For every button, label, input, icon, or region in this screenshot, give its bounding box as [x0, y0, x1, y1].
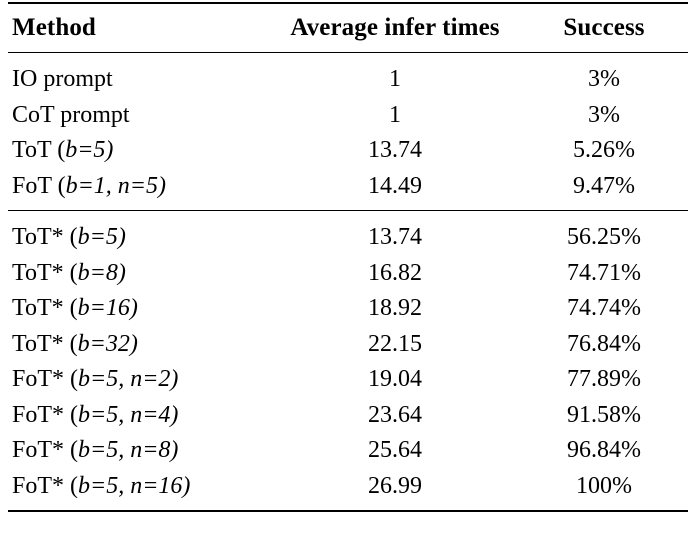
cell-method [8, 398, 270, 434]
method-name: FoT* ( [12, 401, 78, 428]
cell-success: 77.89% [567, 366, 641, 393]
table-row [8, 98, 688, 134]
cell-times: 22.15 [368, 330, 422, 357]
results-table [8, 2, 688, 515]
column-header-method: Method [12, 14, 96, 41]
cell-method [8, 469, 270, 512]
cell-success: 5.26% [573, 137, 635, 164]
table-row [8, 214, 688, 256]
table-header [8, 3, 688, 56]
cell-success: 96.84% [567, 437, 641, 464]
table-row [8, 398, 688, 434]
method-params: b=5, n=2) [78, 366, 179, 393]
table-row [8, 362, 688, 398]
cell-method [8, 214, 270, 256]
method-params: b=5, n=16) [78, 472, 191, 499]
method-name: IO prompt [12, 66, 113, 92]
cell-success: 9.47% [573, 172, 635, 199]
table-row [8, 291, 688, 327]
cell-method [8, 133, 270, 169]
table-body-ours [8, 214, 688, 515]
column-header-success: Success [563, 14, 645, 41]
cell-times: 1 [389, 66, 401, 92]
cell-method [8, 256, 270, 292]
cell-times: 1 [389, 101, 401, 128]
cell-method [8, 362, 270, 398]
table-row [8, 433, 688, 469]
table-row [8, 169, 688, 211]
table-row [8, 327, 688, 363]
method-name: FoT* ( [12, 437, 78, 464]
method-name: CoT prompt [12, 101, 130, 128]
cell-times: 13.74 [368, 224, 422, 251]
method-name: FoT* ( [12, 472, 78, 499]
cell-times: 14.49 [368, 172, 422, 199]
method-params: b=8) [77, 259, 126, 286]
cell-times: 13.74 [368, 137, 422, 164]
cell-times: 16.82 [368, 259, 422, 286]
table-row [8, 469, 688, 512]
cell-success: 74.71% [567, 259, 641, 286]
cell-success: 91.58% [567, 401, 641, 428]
header-row [8, 8, 688, 53]
table-bottom-rule [8, 511, 688, 515]
method-name: ToT* ( [12, 259, 78, 286]
table-row [8, 56, 688, 98]
method-params: b=32) [77, 330, 138, 357]
method-name: ToT* ( [12, 224, 78, 251]
method-params: b=16) [77, 295, 138, 322]
cell-success: 100% [576, 472, 632, 499]
cell-times: 26.99 [368, 472, 422, 499]
cell-method [8, 169, 270, 211]
cell-success: 56.25% [567, 224, 641, 251]
cell-times: 18.92 [368, 295, 422, 322]
cell-success: 76.84% [567, 330, 641, 357]
method-name: FoT* ( [12, 366, 78, 393]
table-body-baselines [8, 56, 688, 214]
cell-times: 25.64 [368, 437, 422, 464]
cell-method [8, 291, 270, 327]
table-row [8, 133, 688, 169]
cell-success: 3% [588, 101, 620, 128]
cell-times: 23.64 [368, 401, 422, 428]
method-params: b=5) [65, 137, 114, 164]
column-header-average-infer-times: Average infer times [290, 14, 500, 41]
method-params: b=5) [77, 224, 126, 251]
method-params: b=5, n=8) [78, 437, 179, 464]
method-params: b=1, n=5) [65, 172, 166, 199]
cell-method [8, 56, 270, 98]
method-name: ToT* ( [12, 295, 78, 322]
results-table-container [0, 2, 696, 537]
table-row [8, 256, 688, 292]
method-name: FoT ( [12, 172, 66, 199]
method-name: ToT ( [12, 137, 66, 164]
cell-success: 74.74% [567, 295, 641, 322]
cell-method [8, 98, 270, 134]
cell-success: 3% [588, 66, 620, 92]
cell-method [8, 433, 270, 469]
method-name: ToT* ( [12, 330, 78, 357]
method-params: b=5, n=4) [78, 401, 179, 428]
cell-times: 19.04 [368, 366, 422, 393]
cell-method [8, 327, 270, 363]
